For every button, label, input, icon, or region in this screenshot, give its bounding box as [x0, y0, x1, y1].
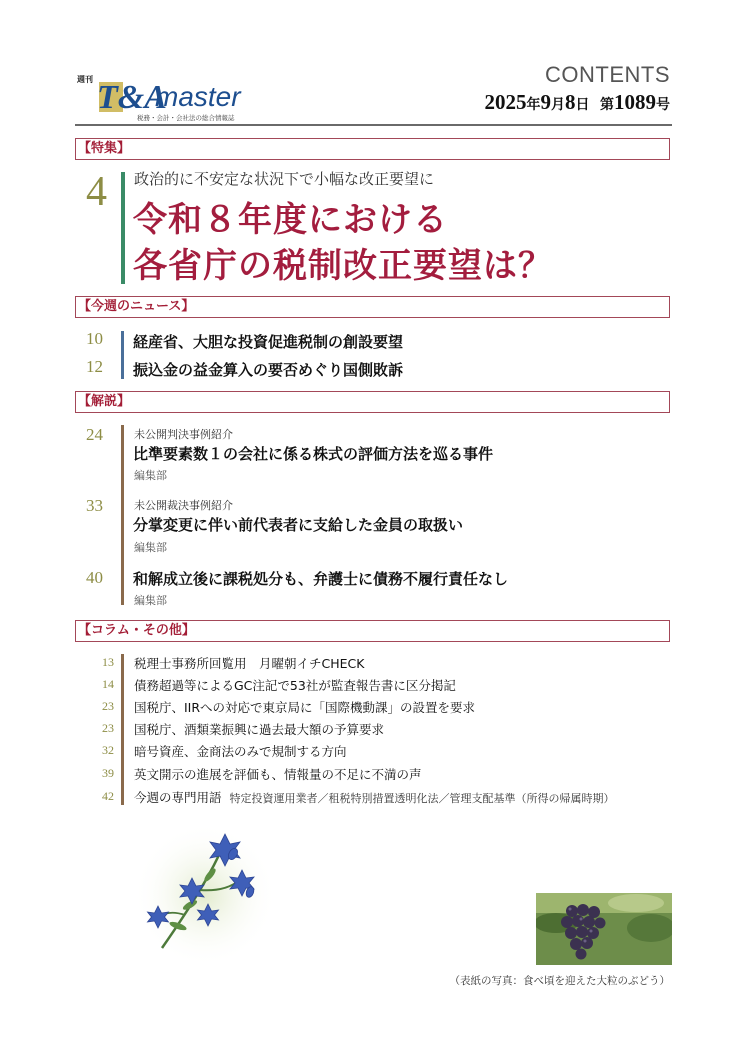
logo-ta: T&A [97, 79, 167, 116]
column-item-page: 13 [102, 655, 114, 669]
kaisetsu-item-title[interactable]: 分掌変更に伴い前代表者に支給した金員の取扱い [133, 516, 464, 534]
issue-year: 2025 [484, 90, 527, 114]
column-item-title[interactable]: 暗号資産、金商法のみで規制する方向 [134, 744, 347, 759]
news-section-label: 【今週のニュース】 [78, 299, 195, 314]
feature-section-box [75, 138, 670, 160]
logo-mark [75, 68, 275, 124]
kaisetsu-section-label: 【解説】 [78, 394, 131, 409]
issue-date-line [485, 90, 671, 115]
column-item-title: 今週の専門用語 [134, 790, 222, 805]
issue-year-unit: 年 [526, 98, 541, 113]
column-item-page: 39 [102, 766, 114, 780]
issue-number: 1089 [614, 90, 656, 114]
feature-title-line1[interactable]: 令和８年度における [133, 200, 448, 240]
feature-title-line2[interactable]: 各省庁の税制改正要望は？ [133, 246, 553, 286]
news-accent-bar [121, 331, 124, 379]
feature-accent-bar [121, 172, 125, 284]
news-item-title[interactable]: 振込金の益金算入の要否めぐり国側敗訴 [133, 361, 404, 379]
kaisetsu-item-category: 未公開判決事例紹介 [134, 428, 233, 441]
column-item-title[interactable]: 債務超過等によるGC注記で53社が監査報告書に区分掲記 [134, 678, 456, 693]
grape-photo [536, 893, 672, 965]
logo-master: master [155, 81, 241, 112]
kaisetsu-item-title[interactable]: 比準要素数１の会社に係る株式の評価方法を巡る事件 [133, 445, 494, 463]
news-item-page: 12 [86, 357, 103, 376]
issue-month-unit: 月 [551, 98, 565, 113]
column-item-sub: 特定投資運用業者／租税特別措置透明化法／管理支配基準（所得の帰属時期） [229, 792, 615, 805]
feature-subtitle: 政治的に不安定な状況下で小幅な改正要望に [134, 170, 435, 188]
issue-day-unit: 日 [575, 98, 590, 113]
column-item-page: 42 [102, 789, 114, 803]
kaisetsu-accent-bar [121, 425, 124, 605]
column-item-title[interactable]: 英文開示の進展を評価も、情報量の不足に不満の声 [134, 767, 422, 782]
kaisetsu-item-title[interactable]: 和解成立後に課税処分も、弁護士に債務不履行責任なし [133, 570, 509, 588]
feature-page-number: 4 [86, 169, 107, 215]
issue-suffix: 号 [656, 98, 670, 113]
kaisetsu-item-author: 編集部 [134, 541, 167, 554]
kaisetsu-section-box [75, 391, 670, 413]
logo-weekly: 週刊 [77, 75, 93, 84]
column-item-page: 14 [102, 677, 114, 691]
feature-section-label: 【特集】 [78, 141, 131, 156]
column-item-title[interactable]: 国税庁、IIRへの対応で東京局に「国際機動課」の設置を要求 [134, 700, 476, 715]
column-item-page: 23 [102, 699, 114, 713]
kaisetsu-item-author: 編集部 [134, 594, 167, 607]
column-item-page: 23 [102, 721, 114, 735]
kaisetsu-item-page: 24 [86, 425, 103, 444]
logo-tagline: 税務・会計・会社法の総合情報誌 [137, 114, 235, 122]
columns-section-label: 【コラム・その他】 [78, 623, 195, 638]
cover-photo-caption: （表紙の写真：食べ頃を迎えた大粒のぶどう） [449, 975, 670, 987]
issue-day: 8 [565, 90, 576, 114]
kaisetsu-item-author: 編集部 [134, 469, 167, 482]
header-divider [75, 124, 672, 126]
kaisetsu-item-category: 未公開裁決事例紹介 [134, 499, 233, 512]
magazine-logo [75, 68, 275, 124]
columns-accent-bar [121, 654, 124, 805]
column-item-page: 32 [102, 743, 114, 757]
news-item-page: 10 [86, 329, 103, 348]
bellflower-illustration [130, 820, 280, 970]
kaisetsu-item-page: 33 [86, 496, 103, 515]
column-item-title[interactable]: 国税庁、酒類業振興に過去最大額の予算要求 [134, 722, 385, 737]
news-item-title[interactable]: 経産省、大胆な投資促進税制の創設要望 [133, 333, 404, 351]
issue-prefix: 第 [600, 98, 614, 113]
column-item-row[interactable] [134, 788, 614, 806]
contents-label: CONTENTS [545, 62, 670, 87]
column-item-title[interactable]: 税理士事務所回覧用 月曜朝イチCHECK [134, 656, 365, 671]
kaisetsu-item-page: 40 [86, 568, 103, 587]
issue-month: 9 [540, 90, 551, 114]
